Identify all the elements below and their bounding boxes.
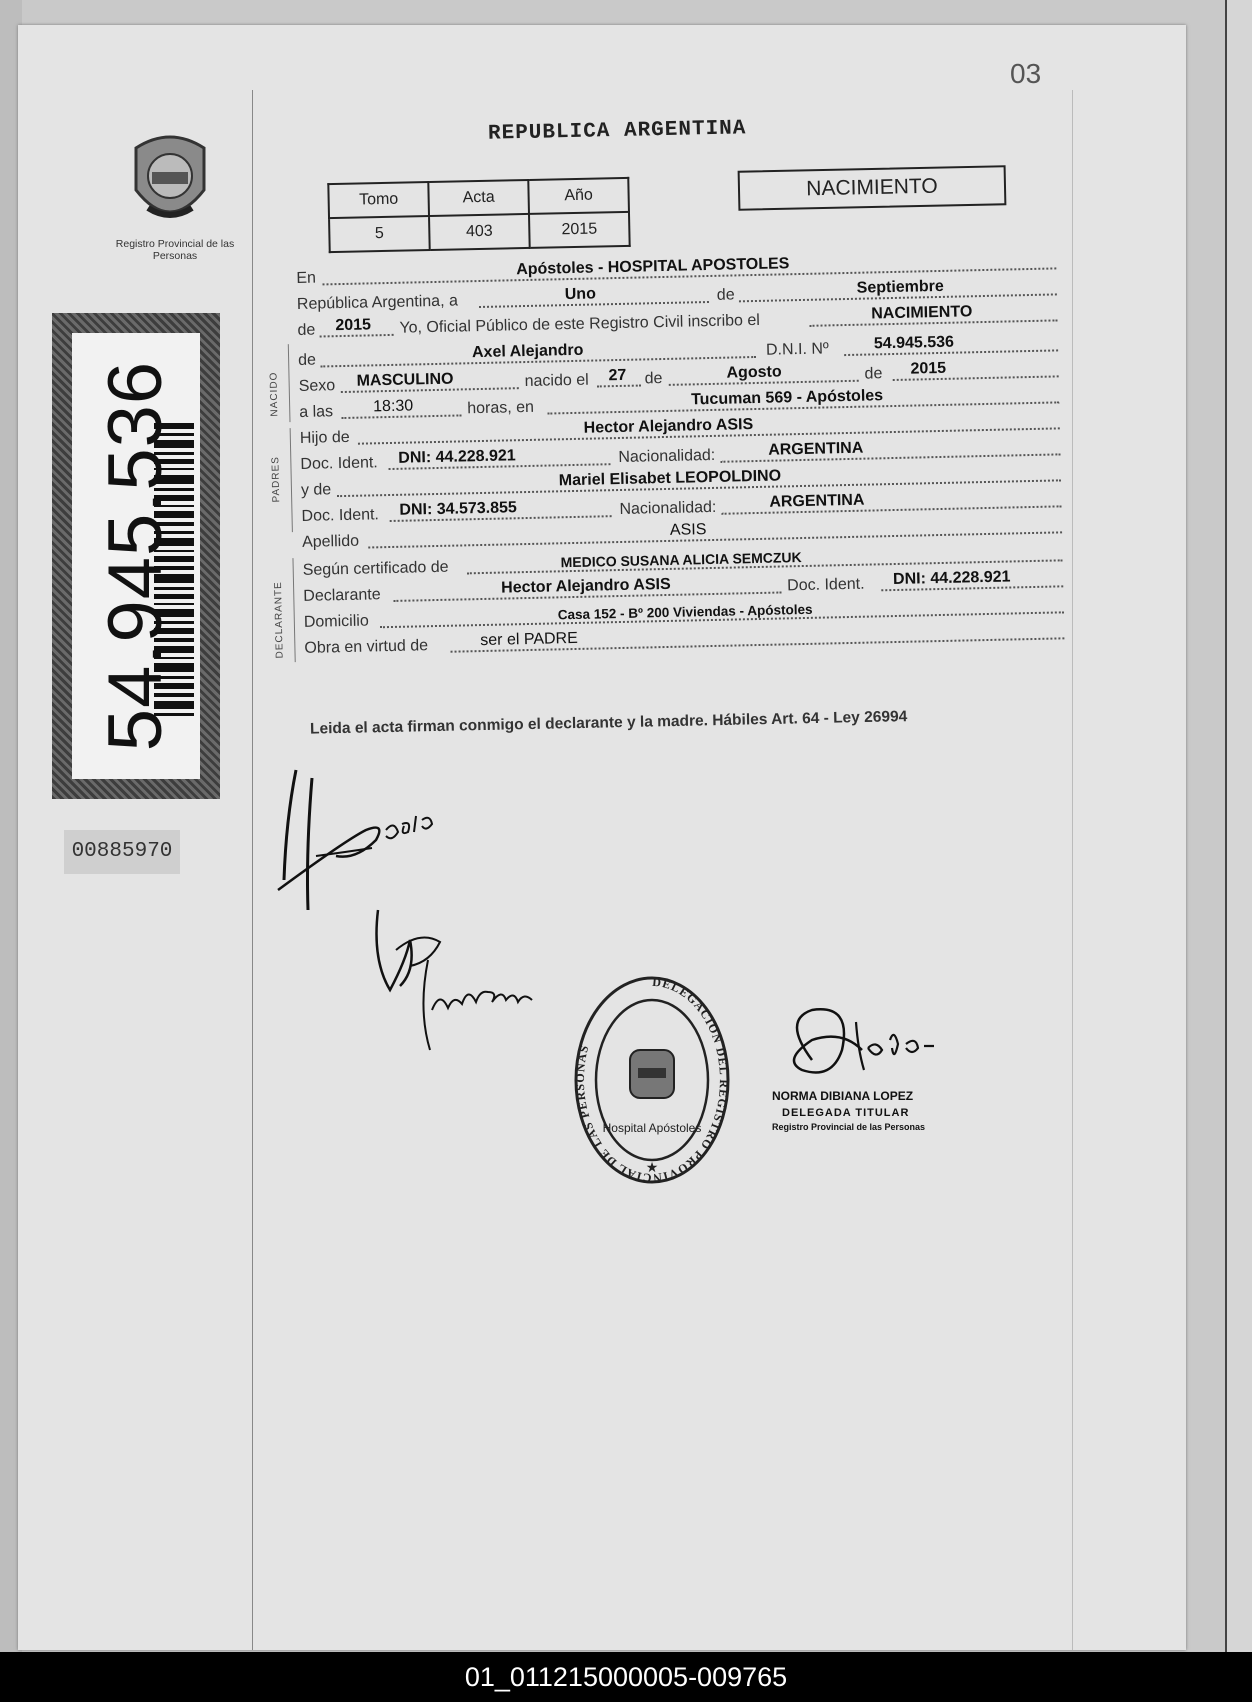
value-lugar: Tucuman 569 - Apóstoles [690, 387, 884, 409]
value-madre: Mariel Elisabet LEOPOLDINO [558, 467, 782, 490]
label-oficial: Yo, Oficial Público de este Registro Civil inscribo el [399, 311, 761, 337]
label-de-year: de [297, 321, 316, 339]
certificate-form [268, 245, 1065, 701]
label-doc-1: Doc. Ident. [300, 454, 378, 473]
value-padre-doc: DNI: 44.228.921 [398, 447, 516, 467]
section-nacido: NACIDO [268, 371, 281, 417]
value-anio: 2015 [529, 212, 630, 248]
label-de-2: de [864, 365, 883, 383]
label-en: En [296, 269, 317, 287]
value-acta: 403 [429, 214, 530, 250]
label-sexo: Sexo [298, 377, 336, 395]
header-anio: Año [528, 178, 629, 214]
label-republica: República Argentina, a [296, 292, 459, 313]
label-declarante: Declarante [303, 586, 381, 605]
label-nacido: nacido el [524, 371, 589, 391]
right-rule [1072, 90, 1073, 1650]
official-office: Registro Provincial de las Personas [772, 1122, 926, 1132]
value-hora: 18:30 [372, 397, 414, 416]
section-padres: PADRES [270, 455, 283, 503]
header-tomo: Tomo [328, 182, 429, 218]
registry-caption: Registro Provincial de las Personas [115, 238, 235, 262]
official-position: DELEGADA TITULAR [782, 1107, 910, 1119]
label-y-de: y de [300, 481, 332, 499]
document-title: REPUBLICA ARGENTINA [487, 117, 747, 146]
value-nacido-mes: Agosto [726, 363, 782, 382]
value-month: Septiembre [856, 277, 945, 297]
header-acta: Acta [428, 180, 529, 216]
value-dni: 54.945.536 [873, 333, 955, 353]
value-nacido-dia: 27 [608, 366, 627, 385]
value-sexo: MASCULINO [356, 370, 454, 390]
value-certificado: MEDICO SUSANA ALICIA SEMCZUK [560, 549, 802, 571]
label-hora: a las [299, 403, 334, 421]
control-number: 00885970 [64, 830, 180, 874]
value-declarante-doc: DNI: 44.228.921 [892, 568, 1011, 589]
margin-rule [252, 90, 253, 1650]
value-madre-doc: DNI: 34.573.855 [399, 499, 518, 519]
value-padre: Hector Alejandro ASIS [583, 416, 754, 437]
stamp-star-icon: ★ [645, 1159, 659, 1175]
province-emblem-icon [128, 130, 212, 230]
certificate-type: NACIMIENTO [738, 165, 1007, 211]
label-de: de [716, 286, 735, 304]
value-day: Uno [564, 285, 597, 304]
label-doc-2: Doc. Ident. [301, 506, 380, 525]
value-declarante: Hector Alejandro ASIS [500, 575, 671, 597]
label-apellido: Apellido [301, 532, 360, 551]
label-certificado: Según certificado de [302, 558, 449, 579]
reference-table-values [329, 212, 630, 252]
label-nac-1: Nacionalidad: [618, 446, 716, 467]
barcode-label-inner [72, 333, 200, 779]
label-de-1: de [644, 370, 663, 388]
official-signature-block [772, 1000, 992, 1140]
mother-signature [370, 900, 550, 1060]
label-dni: D.N.I. Nº [765, 340, 829, 359]
barcode-label [52, 313, 220, 799]
reference-table [327, 177, 630, 253]
value-padre-nac: ARGENTINA [768, 439, 864, 459]
value-domicilio: Casa 152 - Bº 200 Viviendas - Apóstoles [557, 601, 813, 623]
value-place: Apóstoles - HOSPITAL APOSTOLES [516, 255, 790, 279]
barcode-number: 54.945.536 [93, 360, 178, 752]
label-horas-en: horas, en [467, 398, 535, 418]
label-obra: Obra en virtud de [304, 637, 429, 657]
document-footer-id: 01_011215000005-009765 [0, 1652, 1252, 1702]
page-number: 03 [1010, 58, 1042, 89]
value-nacido-anio: 2015 [910, 359, 947, 378]
label-hijo-de: Hijo de [299, 428, 350, 447]
value-obra: ser el PADRE [480, 629, 578, 650]
value-tomo: 5 [329, 216, 430, 252]
label-de-nombre: de [297, 351, 317, 369]
official-name: NORMA DIBIANA LOPEZ [772, 1089, 914, 1103]
label-nac-2: Nacionalidad: [619, 498, 717, 519]
stamp-inner-text: Hospital Apóstoles [602, 1121, 702, 1135]
closing-statement: Leida el acta firman conmigo el declarante y la madre. Hábiles Art. 64 - Ley 26994 [309, 708, 908, 738]
label-domicilio: Domicilio [303, 612, 369, 631]
stamp-ring-text: DELEGACION DEL REGISTRO PROVINCIAL DE LAS PERSONAS [572, 974, 732, 1186]
section-declarante: DECLARANTE [272, 581, 286, 659]
scan-right-edge [1225, 0, 1252, 1652]
label-doc-3: Doc. Ident. [786, 575, 865, 595]
official-stamp [570, 972, 734, 1190]
value-nombre: Axel Alejandro [471, 341, 584, 362]
value-inscribo: NACIMIENTO [871, 303, 973, 323]
value-year: 2015 [335, 316, 372, 335]
value-apellido: ASIS [669, 521, 707, 539]
value-madre-nac: ARGENTINA [769, 491, 865, 511]
